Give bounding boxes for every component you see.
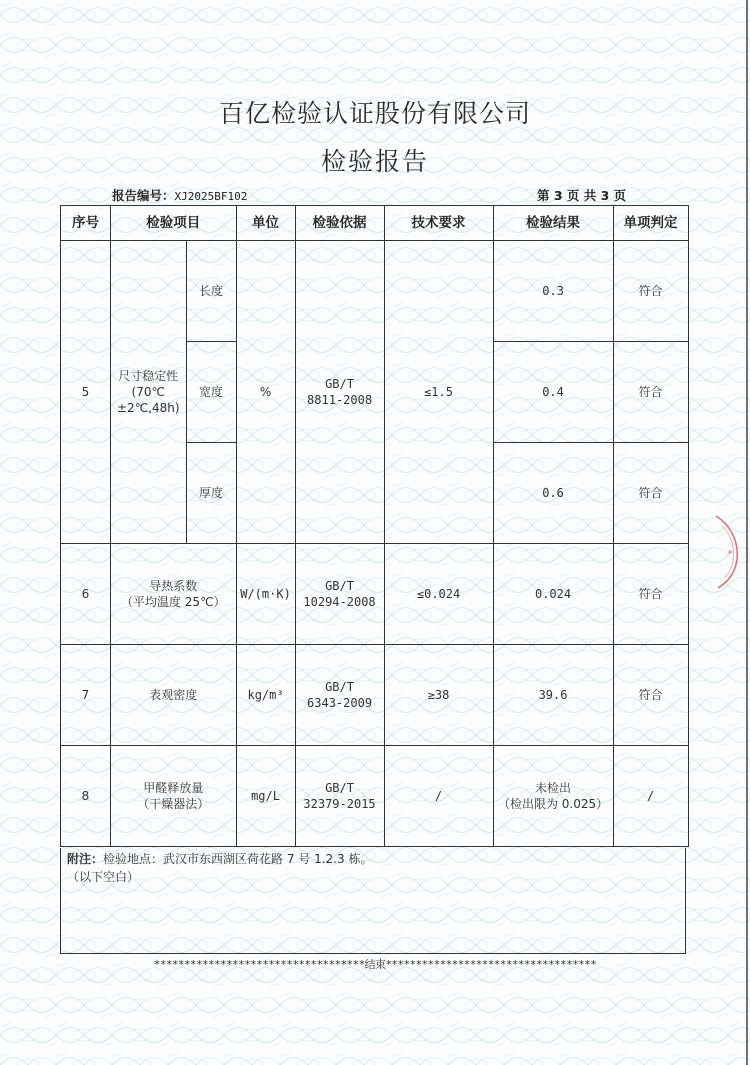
- row-item: 表观密度: [111, 645, 237, 746]
- table-row: [61, 241, 689, 342]
- notes-text: 检验地点：武汉市东西湖区荷花路 7 号 1.2.3 栋。: [103, 852, 373, 866]
- notes-blank-marker: （以下空白）: [67, 870, 140, 884]
- row-requirement: ≤1.5: [384, 241, 493, 544]
- row-result: 0.3: [493, 241, 613, 342]
- row-item: 甲醛释放量 （干燥器法）: [111, 746, 237, 847]
- row-verdict: 符合: [613, 342, 688, 443]
- page-info: 第 3 页 共 3 页: [537, 188, 627, 203]
- row-subitem: 厚度: [186, 443, 236, 544]
- row-verdict: 符合: [613, 544, 688, 645]
- row-verdict: 符合: [613, 241, 688, 342]
- row-standard: GB/T 32379-2015: [295, 746, 384, 847]
- row-requirement: ≤0.024: [384, 544, 493, 645]
- header-result: 检验结果: [493, 206, 613, 241]
- row-result: 0.024: [493, 544, 613, 645]
- seal-stamp-edge: [712, 512, 750, 592]
- end-marker: ***********************************结束***********************************: [153, 958, 597, 971]
- report-number: [112, 186, 247, 204]
- row-result: 未检出 （检出限为 0.025）: [493, 746, 613, 847]
- row-verdict: 符合: [613, 645, 688, 746]
- row-item: 导热系数 （平均温度 25℃）: [111, 544, 237, 645]
- row-standard: GB/T 8811-2008: [295, 241, 384, 544]
- row-verdict: /: [613, 746, 688, 847]
- document-title: 检验报告: [320, 147, 429, 176]
- row-result: 0.4: [493, 342, 613, 443]
- header-standard: 检验依据: [295, 206, 384, 241]
- row-requirement: ≥38: [384, 645, 493, 746]
- report-number-value: XJ2025BF102: [174, 190, 248, 203]
- notes-line: [67, 850, 679, 868]
- row-no: 6: [61, 544, 111, 645]
- inspection-results-table: [60, 205, 689, 847]
- row-unit: kg/m³: [236, 645, 295, 746]
- table-row: [61, 544, 689, 645]
- notes-label: 附注：: [67, 852, 104, 866]
- row-result: 0.6: [493, 443, 613, 544]
- row-no: 8: [61, 746, 111, 847]
- header-requirement: 技术要求: [384, 206, 493, 241]
- row-unit: %: [236, 241, 295, 544]
- row-subitem: 长度: [186, 241, 236, 342]
- header-item: 检验项目: [111, 206, 237, 241]
- row-standard: GB/T 6343-2009: [295, 645, 384, 746]
- row-verdict: 符合: [613, 443, 688, 544]
- table-header-row: [61, 206, 689, 241]
- header-verdict: 单项判定: [613, 206, 688, 241]
- row-no: 7: [61, 645, 111, 746]
- row-unit: W/(m·K): [236, 544, 295, 645]
- company-name: 百亿检验认证股份有限公司: [218, 99, 531, 128]
- table-row: [61, 746, 689, 847]
- header-no: 序号: [61, 206, 111, 241]
- row-no: 5: [61, 241, 111, 544]
- row-requirement: /: [384, 746, 493, 847]
- table-row: [61, 645, 689, 746]
- row-subitem: 宽度: [186, 342, 236, 443]
- row-standard: GB/T 10294-2008: [295, 544, 384, 645]
- row-result: 39.6: [493, 645, 613, 746]
- notes-section: [60, 848, 686, 954]
- header-unit: 单位: [236, 206, 295, 241]
- row-item: 尺寸稳定性(70℃±2℃,48h): [111, 241, 187, 544]
- row-unit: mg/L: [236, 746, 295, 847]
- report-number-label: 报告编号：: [112, 188, 175, 203]
